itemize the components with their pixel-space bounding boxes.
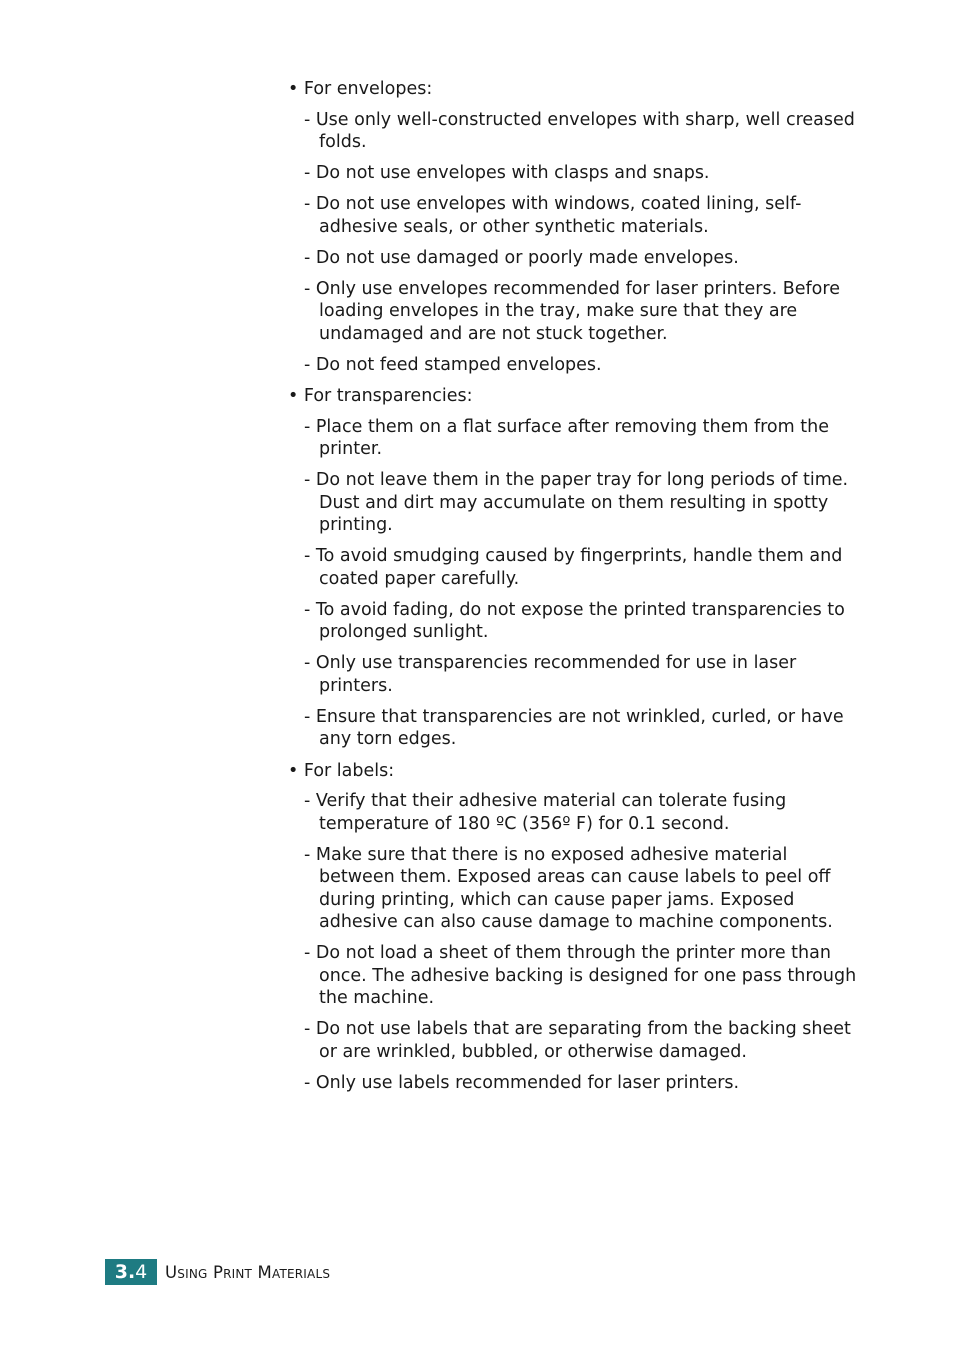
list-item: - Only use labels recommended for laser printers. [304,1072,740,1093]
list-item: - Do not use envelopes with clasps and snaps. [304,163,710,183]
list-item: - To avoid smudging caused by fingerprints, handle them and coated paper carefully. [304,546,843,589]
chapter-title: Using Print Materials [165,1262,331,1282]
page-content [288,78,858,1103]
list-item: - Do not use envelopes with windows, coated lining, self-adhesive seals, or other synthetic materials. [304,194,802,237]
section-labels [288,760,858,1095]
page-number: 4 [135,1261,148,1283]
list-item: - Do not load a sheet of them through the printer more than once. The adhesive backing is designed for one pass through the machine. [304,943,857,1008]
list-item: - Use only well-constructed envelopes with sharp, well creased folds. [304,109,855,152]
page-number-badge [105,1259,157,1285]
page-footer [105,1259,330,1285]
section-transparencies [288,385,858,751]
section-envelopes [288,78,858,376]
list-item: - Do not feed stamped envelopes. [304,354,602,375]
section-heading: • For labels: [288,760,395,781]
list-item: - Make sure that there is no exposed adhesive material between them. Exposed areas can cause labels to peel off during printing, which can cause paper jams. Exposed adhesive can also cause damage to machine components. [304,844,833,932]
list-item: - Place them on a flat surface after removing them from the printer. [304,416,829,459]
section-heading: • For envelopes: [288,79,433,99]
list-item: - Do not use labels that are separating from the backing sheet or are wrinkled, bubbled, or otherwise damaged. [304,1019,851,1062]
list-item: - Verify that their adhesive material can tolerate fusing temperature of 180 ºC (356º F) for 0.1 second. [304,791,787,834]
list-item: - Only use envelopes recommended for laser printers. Before loading envelopes in the tray, make sure that they are undamaged and are not stuck together. [304,278,840,344]
list-item: - Only use transparencies recommended for use in laser printers. [304,653,797,696]
section-heading: • For transparencies: [288,386,473,406]
list-item: - Do not use damaged or poorly made envelopes. [304,247,739,268]
list-item: - Ensure that transparencies are not wrinkled, curled, or have any torn edges. [304,706,844,749]
chapter-number: 3. [114,1261,136,1283]
list-item: - Do not leave them in the paper tray for long periods of time. Dust and dirt may accumulate on them resulting in spotty printing. [304,470,849,535]
list-item: - To avoid fading, do not expose the printed transparencies to prolonged sunlight. [304,599,845,642]
